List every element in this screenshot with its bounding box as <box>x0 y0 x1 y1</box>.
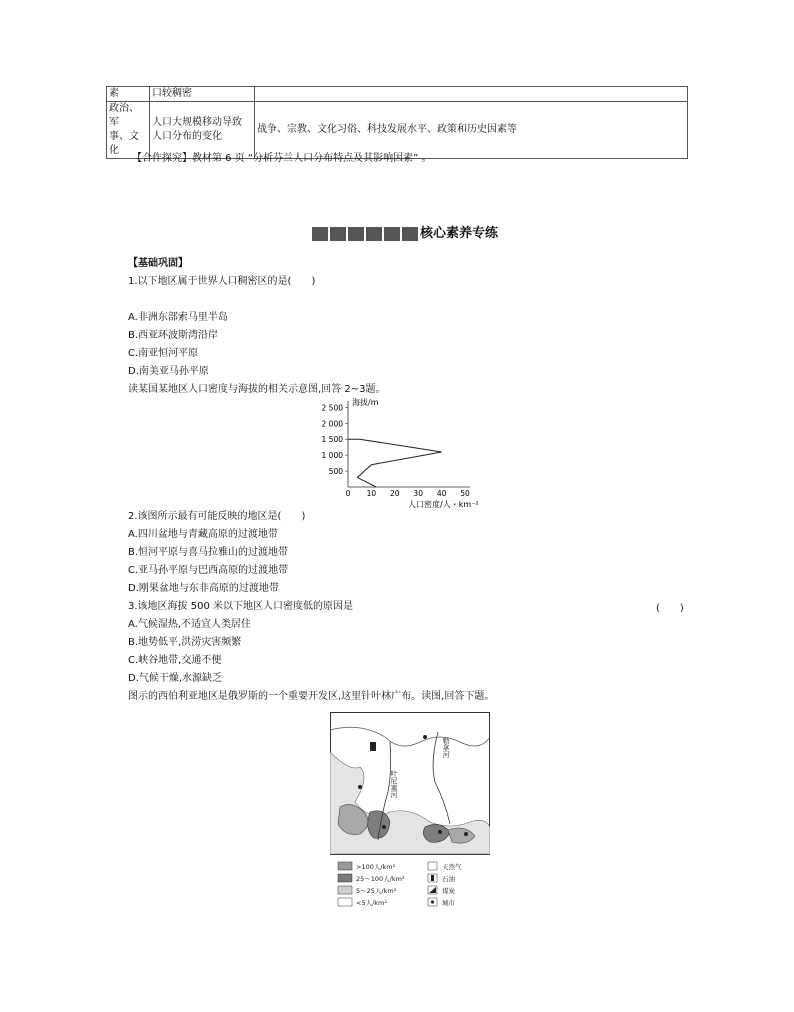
x-tick-label: 20 <box>390 489 400 498</box>
option: B.西亚环波斯湾沿岸 <box>128 330 219 341</box>
legend-label: 5～25人/km² <box>356 887 397 895</box>
legend-swatch <box>338 898 352 906</box>
legend-label: 城市 <box>442 899 455 907</box>
option: D.刚果盆地与东非高原的过渡地带 <box>128 583 279 594</box>
legend-label: 25～100人/km² <box>356 875 405 883</box>
question-block-2 <box>128 508 494 706</box>
city-mark <box>431 900 434 903</box>
option: C.南亚恒河平原 <box>128 348 199 359</box>
option: B.恒河平原与喜马拉雅山的过渡地带 <box>128 547 289 558</box>
x-tick-label: 10 <box>366 489 377 498</box>
banner-block <box>348 227 364 241</box>
density-altitude-chart <box>300 395 500 510</box>
legend-label: <5人/km² <box>356 899 387 907</box>
banner-block <box>312 227 328 241</box>
factor-table <box>106 86 688 159</box>
option: C.峡谷地带,交通不便 <box>128 655 222 666</box>
legend-swatch <box>338 886 352 894</box>
table-cell <box>255 87 688 102</box>
spacer <box>128 291 385 309</box>
y-tick-label: 2 000 <box>321 419 343 429</box>
banner-block <box>366 227 382 241</box>
x-tick-label: 0 <box>345 489 351 498</box>
banner-block <box>402 227 418 241</box>
table-cell: 战争、宗教、文化习俗、科技发展水平、政策和历史因素等 <box>255 102 688 159</box>
question-3-stem: 3.该地区海拔 500 米以下地区人口密度低的原因是 <box>128 601 353 612</box>
siberia-map <box>330 712 490 914</box>
x-tick-label: 50 <box>460 489 470 498</box>
banner-block <box>384 227 400 241</box>
city-icon <box>358 785 362 789</box>
question-block-1 <box>128 255 385 399</box>
city-icon <box>382 825 386 829</box>
x-tick-label: 40 <box>436 489 447 498</box>
city-icon <box>464 832 468 836</box>
question-2-stem: 2.该图所示最有可能反映的地区是( ) <box>128 511 306 522</box>
cell-line: 事、文化 <box>109 131 139 156</box>
option: D.南美亚马孙平原 <box>128 366 209 377</box>
density-line <box>348 439 442 487</box>
y-tick-label: 1 000 <box>321 451 343 461</box>
option: A.四川盆地与青藏高原的过渡地带 <box>128 529 278 540</box>
river-label-yenisei: 叶尼塞河 <box>390 770 398 798</box>
answer-paren: ( ) <box>656 603 684 614</box>
cell-line: 人口大规模移动导致 <box>152 117 242 128</box>
legend-label: >100人/km² <box>356 863 396 871</box>
legend-swatch <box>338 874 352 882</box>
cell-line: 政治、军 <box>109 103 139 128</box>
option: A.气候湿热,不适宜人类居住 <box>128 619 252 630</box>
cell-line: 人口分布的变化 <box>152 131 222 142</box>
x-tick-label: 30 <box>413 489 423 498</box>
option: A.非洲东部索马里半岛 <box>128 312 228 323</box>
cooperative-inquiry: 【合作探究】教材第 6 页 “分析芬兰人口分布特点及其影响因素” 。 <box>132 153 432 164</box>
city-icon <box>438 830 442 834</box>
section-heading: 【基础巩固】 <box>128 258 188 269</box>
table-row <box>107 87 688 102</box>
legend-label: 石油 <box>442 875 455 883</box>
y-axis-label: 海拔/m <box>352 398 379 407</box>
gas-icon <box>428 862 437 870</box>
legend-label: 煤炭 <box>442 887 455 895</box>
table-cell <box>150 102 255 159</box>
banner-title: 核心素养专练 <box>420 226 499 241</box>
banner-block <box>330 227 346 241</box>
section-banner <box>312 226 498 242</box>
oil-mark <box>431 875 434 881</box>
table-cell: 口较稠密 <box>150 87 255 102</box>
table-cell: 素 <box>107 87 150 102</box>
question-1-stem: 1.以下地区属于世界人口稠密区的是( ) <box>128 276 316 287</box>
intro-map: 图示的西伯利亚地区是俄罗斯的一个重要开发区,这里针叶林广布。读图,回答下题。 <box>128 691 495 702</box>
option: C.亚马孙平原与巴西高原的过渡地带 <box>128 565 289 576</box>
map-legend <box>338 862 462 907</box>
intro-2-3: 读某国某地区人口密度与海拔的相关示意图,回答 2~3题。 <box>128 384 386 395</box>
legend-label: 天然气 <box>442 863 462 871</box>
option: B.地势低平,洪涝灾害频繁 <box>128 637 242 648</box>
table-row <box>107 102 688 159</box>
y-tick-label: 1 500 <box>321 435 343 445</box>
river-label-lena: 勒拿河 <box>442 737 450 758</box>
option: D.气候干燥,水源缺乏 <box>128 673 223 684</box>
city-icon <box>423 735 427 739</box>
x-axis-label: 人口密度/人・km⁻² <box>408 500 479 509</box>
legend-swatch <box>338 862 352 870</box>
y-tick-label: 500 <box>328 467 343 477</box>
oil-icon <box>370 742 376 751</box>
table-cell <box>107 102 150 159</box>
y-tick-label: 2 500 <box>321 403 343 413</box>
